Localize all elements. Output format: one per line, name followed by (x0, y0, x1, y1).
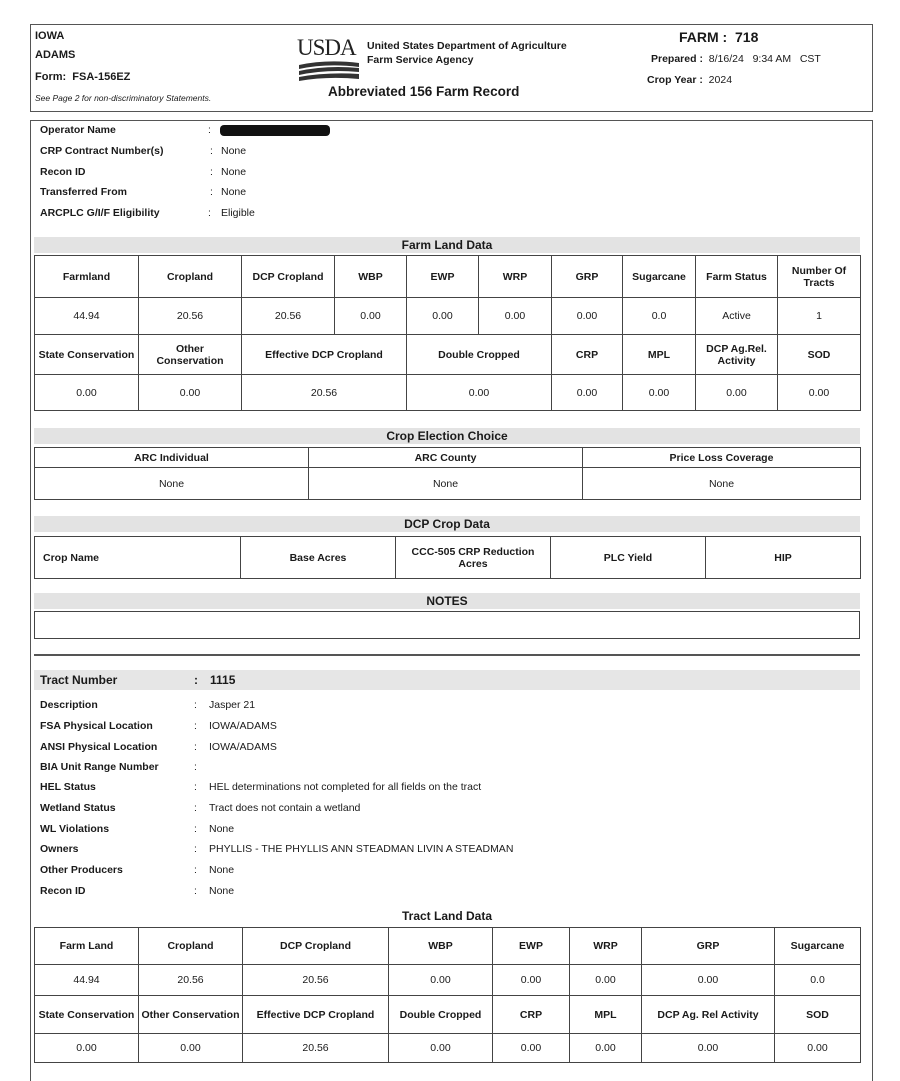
separator: : (194, 885, 197, 897)
farm-value: 718 (735, 29, 759, 45)
farm-info-value: None (221, 186, 247, 198)
tract-info-label: Description (40, 699, 98, 711)
separator: : (194, 864, 197, 876)
cell: 0.00 (570, 965, 642, 996)
col-header: CRP (493, 996, 570, 1034)
col-header: Sugarcane (775, 928, 861, 965)
tract-info-label: Other Producers (40, 864, 123, 876)
crop-election-table (34, 447, 861, 500)
separator: : (208, 207, 211, 219)
cell: 0.00 (778, 375, 861, 411)
col-header: GRP (552, 256, 623, 298)
cell: 0.0 (775, 965, 861, 996)
cell: 0.00 (570, 1034, 642, 1063)
separator: : (194, 843, 197, 855)
cell: 0.00 (642, 1034, 775, 1063)
farm-label: FARM : (679, 29, 728, 45)
table-row (35, 375, 861, 411)
tract-info-label: Wetland Status (40, 802, 116, 814)
table-header-row (35, 537, 861, 579)
crop-year (647, 74, 732, 86)
cell: 20.56 (242, 298, 335, 335)
col-header: CCC-505 CRP Reduction Acres (396, 537, 551, 579)
separator: : (194, 781, 197, 793)
notes-title: NOTES (34, 593, 860, 609)
tract-info-label: ANSI Physical Location (40, 741, 158, 753)
cell: 20.56 (139, 965, 243, 996)
cell: 44.94 (35, 298, 139, 335)
col-header: EWP (493, 928, 570, 965)
table-row (35, 298, 861, 335)
col-header: State Conservation (35, 996, 139, 1034)
col-header: State Conservation (35, 335, 139, 375)
col-header: Double Cropped (389, 996, 493, 1034)
cell: 0.00 (35, 375, 139, 411)
col-header: Base Acres (241, 537, 396, 579)
cell: Active (696, 298, 778, 335)
document-header (30, 24, 873, 112)
cell: 20.56 (139, 298, 242, 335)
separator: : (194, 699, 197, 711)
crop-year-value: 2024 (708, 74, 733, 86)
col-header: WRP (479, 256, 552, 298)
col-header: DCP Cropland (243, 928, 389, 965)
col-header: Number Of Tracts (778, 256, 861, 298)
tract-info-label: WL Violations (40, 823, 110, 835)
agency-line-1: United States Department of Agriculture (367, 40, 567, 52)
col-header: Cropland (139, 928, 243, 965)
col-header: WBP (389, 928, 493, 965)
cell: 0.00 (696, 375, 778, 411)
cell: None (35, 468, 309, 500)
cell: None (583, 468, 861, 500)
col-header: Crop Name (35, 537, 241, 579)
usda-logo-swoosh (297, 59, 361, 83)
tract-info-value: HEL determinations not completed for all fields on the tract (209, 781, 482, 793)
col-header: GRP (642, 928, 775, 965)
tract-land-table (34, 927, 861, 1063)
col-header: ARC Individual (35, 448, 309, 468)
cell: 0.00 (407, 298, 479, 335)
tract-number-band (34, 670, 860, 690)
separator: : (194, 802, 197, 814)
tract-info-value: Tract does not contain a wetland (209, 802, 361, 814)
prepared-value: 8/16/24 9:34 AM CST (708, 53, 821, 65)
cell: 0.00 (479, 298, 552, 335)
table-row (35, 965, 861, 996)
table-header-row (35, 928, 861, 965)
tract-info-label: BIA Unit Range Number (40, 761, 159, 773)
col-header: PLC Yield (551, 537, 706, 579)
col-header: Price Loss Coverage (583, 448, 861, 468)
farm-info-label: CRP Contract Number(s) (40, 145, 164, 157)
table-header-row (35, 448, 861, 468)
tract-info-value: None (209, 885, 235, 897)
dcp-crop-table (34, 536, 861, 579)
farm-info-value: None (221, 145, 247, 157)
prepared-label: Prepared : (651, 53, 703, 65)
tract-info-value: PHYLLIS - THE PHYLLIS ANN STEADMAN LIVIN A STEADMAN (209, 843, 514, 855)
agency-name (367, 39, 567, 67)
farm-info-label: ARCPLC G/I/F Eligibility (40, 207, 160, 219)
cell: None (309, 468, 583, 500)
cell: 1 (778, 298, 861, 335)
tract-info-value: IOWA/ADAMS (209, 720, 277, 732)
disclaimer: See Page 2 for non-discriminatory Statements. (35, 93, 212, 103)
farm-info-label: Operator Name (40, 124, 116, 136)
tract-info-label: HEL Status (40, 781, 96, 793)
tract-info-label: Recon ID (40, 885, 86, 897)
col-header: DCP Cropland (242, 256, 335, 298)
col-header: Other Conservation (139, 996, 243, 1034)
col-header: DCP Ag.Rel. Activity (696, 335, 778, 375)
cell: 20.56 (242, 375, 407, 411)
col-header: Farmland (35, 256, 139, 298)
col-header: HIP (706, 537, 861, 579)
col-header: DCP Ag. Rel Activity (642, 996, 775, 1034)
cell: 0.00 (335, 298, 407, 335)
tract-info-value: None (209, 864, 235, 876)
separator: : (194, 741, 197, 753)
col-header: ARC County (309, 448, 583, 468)
col-header: Farm Status (696, 256, 778, 298)
redacted-operator-name (220, 125, 330, 136)
farm-land-data-title: Farm Land Data (34, 237, 860, 253)
cell: 0.00 (407, 375, 552, 411)
separator: : (210, 166, 213, 178)
tract-land-data-title: Tract Land Data (401, 909, 493, 923)
tract-info-label: FSA Physical Location (40, 720, 153, 732)
farm-number (679, 29, 758, 45)
agency-line-2: Farm Service Agency (367, 54, 474, 66)
tract-info-label: Owners (40, 843, 79, 855)
separator: : (194, 720, 197, 732)
form-id (35, 71, 130, 83)
separator: : (208, 124, 211, 136)
farm-info-label: Transferred From (40, 186, 127, 198)
cell: 0.00 (389, 1034, 493, 1063)
table-header-row (35, 996, 861, 1034)
cell: 0.00 (642, 965, 775, 996)
col-header: Other Conservation (139, 335, 242, 375)
col-header: MPL (570, 996, 642, 1034)
cell: 0.00 (552, 375, 623, 411)
col-header: SOD (778, 335, 861, 375)
cell: 20.56 (243, 1034, 389, 1063)
state: IOWA (35, 30, 65, 42)
cell: 44.94 (35, 965, 139, 996)
cell: 0.00 (493, 965, 570, 996)
farm-info-value: Eligible (221, 207, 255, 219)
county: ADAMS (35, 49, 76, 61)
separator: : (194, 673, 198, 687)
separator: : (210, 145, 213, 157)
cell: 0.00 (623, 375, 696, 411)
crop-year-label: Crop Year : (647, 74, 703, 86)
col-header: WRP (570, 928, 642, 965)
col-header: WBP (335, 256, 407, 298)
separator: : (194, 761, 197, 773)
document-title: Abbreviated 156 Farm Record (328, 84, 520, 99)
notes-box (34, 611, 860, 639)
cell: 0.00 (35, 1034, 139, 1063)
tract-number-value: 1115 (210, 673, 236, 687)
farm-land-table (34, 255, 861, 411)
farm-info-label: Recon ID (40, 166, 86, 178)
col-header: Effective DCP Cropland (242, 335, 407, 375)
usda-logo (297, 35, 361, 81)
table-row (35, 1034, 861, 1063)
table-row (35, 468, 861, 500)
col-header: Effective DCP Cropland (243, 996, 389, 1034)
separator: : (194, 823, 197, 835)
cell: 0.0 (623, 298, 696, 335)
cell: 0.00 (552, 298, 623, 335)
col-header: Sugarcane (623, 256, 696, 298)
cell: 0.00 (493, 1034, 570, 1063)
section-divider (34, 654, 860, 656)
col-header: Double Cropped (407, 335, 552, 375)
col-header: EWP (407, 256, 479, 298)
table-header-row (35, 335, 861, 375)
prepared (651, 53, 821, 65)
form-label: Form: (35, 71, 67, 83)
usda-logo-text: USDA (297, 35, 356, 60)
col-header: Cropland (139, 256, 242, 298)
col-header: CRP (552, 335, 623, 375)
farm-info-value: None (221, 166, 247, 178)
crop-election-title: Crop Election Choice (34, 428, 860, 444)
col-header: Farm Land (35, 928, 139, 965)
dcp-crop-data-title: DCP Crop Data (34, 516, 860, 532)
cell: 0.00 (139, 1034, 243, 1063)
col-header: SOD (775, 996, 861, 1034)
form-value: FSA-156EZ (72, 71, 131, 83)
cell: 0.00 (139, 375, 242, 411)
table-header-row (35, 256, 861, 298)
tract-info-value: Jasper 21 (209, 699, 256, 711)
cell: 20.56 (243, 965, 389, 996)
separator: : (210, 186, 213, 198)
tract-info-value: IOWA/ADAMS (209, 741, 277, 753)
cell: 0.00 (389, 965, 493, 996)
cell: 0.00 (775, 1034, 861, 1063)
tract-number-label: Tract Number (40, 673, 118, 687)
col-header: MPL (623, 335, 696, 375)
tract-info-value: None (209, 823, 235, 835)
